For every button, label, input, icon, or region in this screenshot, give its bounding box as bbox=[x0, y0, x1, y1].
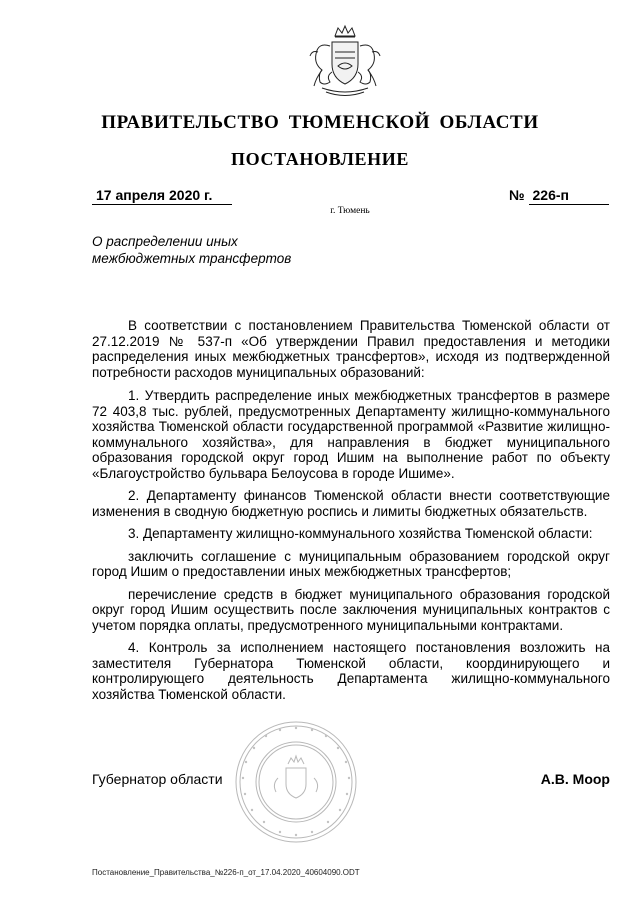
preamble-paragraph: В соответствии с постановлением Правительства Тюменской области от 27.12.2019 № 537-п «Об утверждении Правил предоставления и методики распределения иных межбюджетных трансфертов», исходя из подтвержденной потребности расходов муниципальных образований: bbox=[92, 318, 610, 380]
government-title: ПРАВИТЕЛЬСТВО ТЮМЕНСКОЙ ОБЛАСТИ bbox=[101, 112, 539, 133]
signatory-position: Губернатор области bbox=[92, 771, 223, 787]
document-number bbox=[509, 186, 609, 205]
paragraph-1: 1. Утвердить распределение иных межбюджетных трансфертов в размере 72 403,8 тыс. рублей, предусмотренных Департаменту жилищно-коммунального хозяйства Тюменской области государственной программой «Развитие жилищно-коммунального хозяйства», для направления в бюджет муниципального образования городской округ город Ишим на выполнение работ по объекту «Благоустройство бульвара Белоусова в городе Ишиме». bbox=[92, 388, 610, 481]
number-value: 226-п bbox=[529, 186, 609, 205]
subject-line-2: межбюджетных трансфертов bbox=[92, 251, 292, 266]
document-city: г. Тюмень bbox=[330, 206, 370, 216]
document-subject bbox=[92, 233, 352, 267]
paragraph-3a: заключить соглашение с муниципальным образованием городской округ город Ишим о предоставлении иных межбюджетных трансфертов; bbox=[92, 548, 610, 579]
official-seal bbox=[232, 718, 360, 846]
coat-of-arms-icon bbox=[302, 22, 388, 100]
subject-line-1: О распределении иных bbox=[92, 234, 238, 249]
document-type: ПОСТАНОВЛЕНИЕ bbox=[231, 149, 409, 169]
paragraph-3b: перечисление средств в бюджет муниципального образования городской округ город Ишим осуществить после заключения муниципальных контрактов с учетом порядка оплаты, предусмотренного муниципальными контрактами. bbox=[92, 586, 610, 633]
signatory-name: А.В. Моор bbox=[540, 771, 610, 787]
document-body bbox=[92, 318, 610, 709]
paragraph-3: 3. Департаменту жилищно-коммунального хозяйства Тюменской области: bbox=[128, 526, 593, 541]
document-date: 17 апреля 2020 г. bbox=[92, 186, 232, 205]
paragraph-4: 4. Контроль за исполнением настоящего постановления возложить на заместителя Губернатора Тюменской области, координирующего и контролирующего деятельность Департамента жилищно-коммунального хозяйства Тюменской области. bbox=[92, 640, 610, 702]
number-prefix: № bbox=[509, 187, 525, 203]
paragraph-2: 2. Департаменту финансов Тюменской области внести соответствующие изменения в сводную бюджетную роспись и лимиты бюджетных обязательств. bbox=[92, 488, 610, 519]
footer-filename: Постановление_Правительства_№226-п_от_17.04.2020_40604090.ODT bbox=[92, 868, 360, 877]
